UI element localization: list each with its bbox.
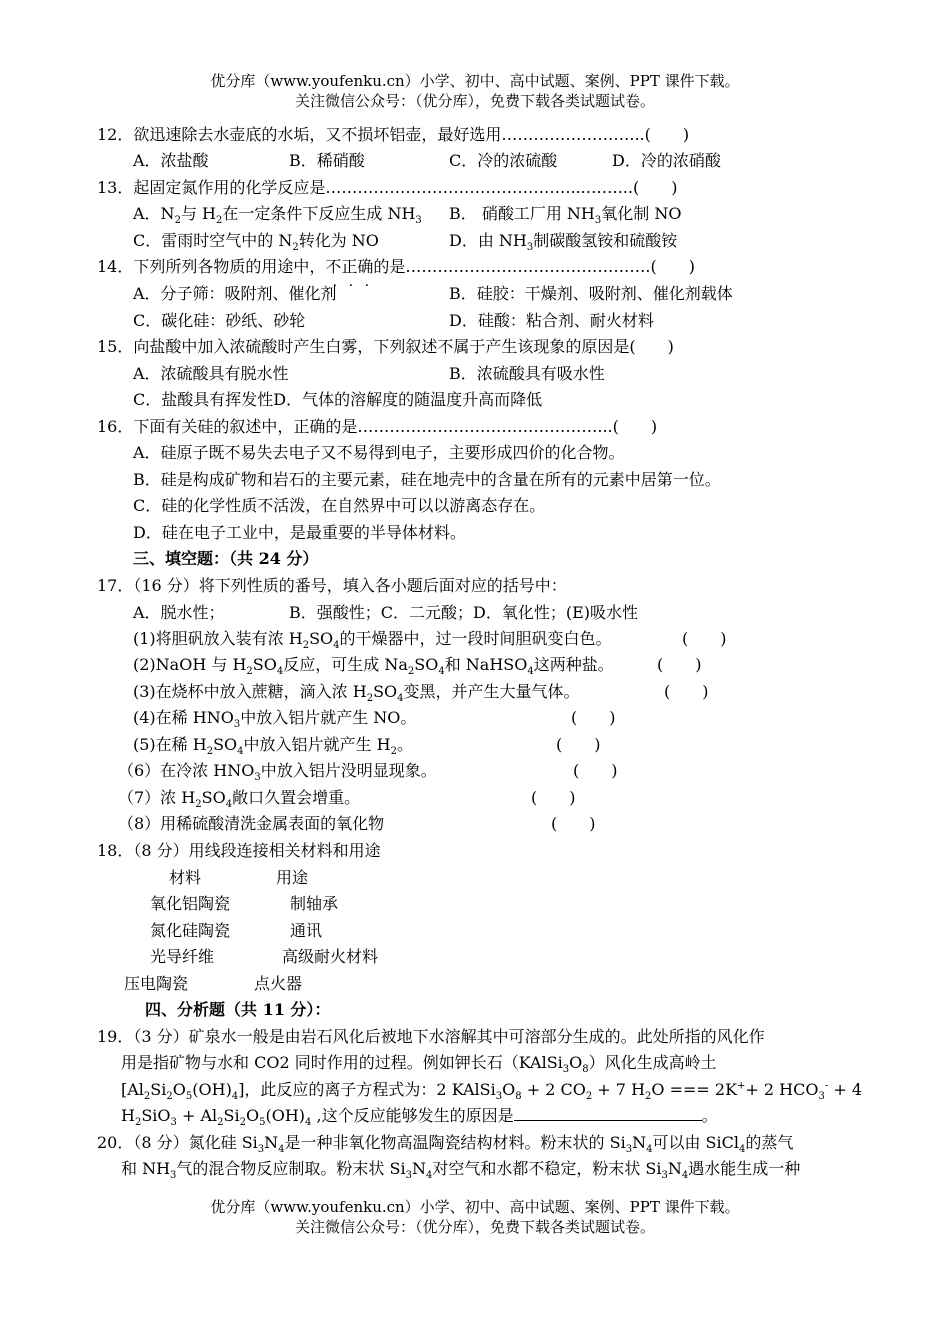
question-13-option-c: C．雷雨时空气中的 $N_2$转化为 NO	[133, 231, 379, 254]
question-13-option-d: D．由 $NH_3$制碳酸氢铵和硫酸铵	[449, 231, 678, 254]
answer-blank[interactable]	[514, 1105, 702, 1121]
material-item-4: 压电陶瓷	[124, 974, 189, 993]
material-item-3: 光导纤维	[150, 947, 215, 966]
question-17-sub-1: (1)将胆矾放入装有浓 $H_2SO_4$的干燥器中，过一段时间胆矾变白色。	[133, 629, 612, 652]
question-17-option-a: A．脱水性；	[133, 603, 225, 622]
question-20-line-1: 20．（8 分）氮化硅 $Si_3N_4$是一种非氧化物高温陶瓷结构材料。粉末状的 $Si_3N_4$可以由 SiCl$_4$的蒸气	[97, 1133, 794, 1156]
answer-bracket-3[interactable]: ( )	[664, 682, 709, 701]
answer-bracket-2[interactable]: ( )	[657, 655, 702, 674]
question-12-option-d: D．冷的浓硝酸	[612, 151, 721, 170]
question-14-stem: 14．下列所列各物质的用途中，不正确的是……………………………………….( )	[97, 257, 695, 276]
question-15-option-a: A．浓硫酸具有脱水性	[133, 364, 289, 383]
emphasis-dot-char: 不	[325, 257, 342, 276]
emphasis-dot-char: 确	[357, 257, 374, 276]
question-16-option-b: B．硅是构成矿物和岩石的主要元素，硅在地壳中的含量在所有的元素中居第一位。	[133, 470, 721, 489]
section-4-heading: 四、分析题（共 11 分）：	[145, 1000, 331, 1019]
question-13-option-b: B． 硝酸工厂用 $NH_3$氧化制 NO	[449, 204, 682, 227]
question-19-line-2: 用是指矿物与水和 CO2 同时作用的过程。例如钾长石$(KAlSi_3O_8)$风化生成高岭土	[121, 1053, 717, 1076]
material-item-1: 氧化铝陶瓷	[150, 894, 231, 913]
question-16-option-d: D．硅在电子工业中，是最重要的半导体材料。	[133, 523, 466, 542]
material-item-2: 氮化硅陶瓷	[150, 921, 231, 940]
use-item-1: 制轴承	[290, 894, 339, 913]
page-footer-line-1: 优分库（www.youfenku.cn）小学、初中、高中试题、案例、PPT 课件下载。	[210, 1198, 740, 1216]
answer-bracket-1[interactable]: ( )	[682, 629, 727, 648]
answer-bracket-4[interactable]: ( )	[571, 708, 616, 727]
question-15-stem: 15．向盐酸中加入浓硫酸时产生白雾，下列叙述不属于产生该现象的原因是( )	[97, 337, 674, 356]
page-header-line-1: 优分库（www.youfenku.cn）小学、初中、高中试题、案例、PPT 课件下载。	[210, 72, 740, 90]
page-footer-line-2: 关注微信公众号：（优分库），免费下载各类试题试卷。	[294, 1218, 655, 1236]
question-19-line-1: 19．（3 分）矿泉水一般是由岩石风化后被地下水溶解其中可溶部分生成的。此处所指的风化作	[97, 1027, 765, 1046]
question-16-option-c: C．硅的化学性质不活泼，在自然界中可以以游离态存在。	[133, 496, 546, 515]
question-14-option-d: D．硅酸：粘合剂、耐火材料	[449, 311, 654, 330]
answer-bracket-6[interactable]: ( )	[573, 761, 618, 780]
question-18-stem: 18．（8 分）用线段连接相关材料和用途	[97, 841, 381, 860]
answer-bracket-5[interactable]: ( )	[556, 735, 601, 754]
emphasis-dot-char: 正	[341, 257, 358, 276]
question-17-sub-6: （6）在冷浓 $HNO_3$中放入铝片没明显现象。	[118, 761, 437, 784]
page-header-line-2: 关注微信公众号：（优分库），免费下载各类试题试卷。	[294, 92, 655, 110]
question-17-stem: 17．（16 分）将下列性质的番号，填入各小题后面对应的括号中：	[97, 576, 567, 595]
question-12-option-c: C．冷的浓硫酸	[449, 151, 558, 170]
question-19-line-4: $H_2SiO_3 + Al_2Si_2O_5(OH)_4$ ,这个反应能够发生的原因是 。	[121, 1106, 718, 1129]
use-item-3: 高级耐火材料	[282, 947, 379, 966]
question-14-option-a: A．分子筛：吸附剂、催化剂	[133, 284, 337, 303]
question-15-option-cd: C．盐酸具有挥发性D．气体的溶解度的随温度升高而降低	[133, 390, 543, 409]
question-19-line-3: $[Al_2Si_2O_5(OH)_4]$，此反应的离子方程式为：2 $KAlSi_3O_8 + 2$ $CO_2 + 7$ $H_2O$ === 2K++ 2 $HCO_3^- + 4$	[121, 1080, 863, 1103]
answer-bracket-7[interactable]: ( )	[531, 788, 576, 807]
use-item-2: 通讯	[290, 921, 323, 940]
answer-bracket-8[interactable]: ( )	[551, 814, 596, 833]
question-17-sub-3: (3)在烧杯中放入蔗糖，滴入浓 $H_2SO_4$变黑，并产生大量气体。	[133, 682, 580, 705]
material-header: 材料	[169, 868, 202, 887]
question-17-sub-4: (4)在稀 $HNO_3$中放入铝片就产生 NO。	[133, 708, 417, 731]
question-17-sub-5: (5)在稀 $H_2SO_4$中放入铝片就产生 $H_2$。	[133, 735, 413, 758]
question-12-stem: 12．欲迅速除去水壶底的水垢，又不损坏铝壶，最好选用……………………...( )	[97, 125, 690, 144]
use-header: 用途	[276, 868, 309, 887]
question-14-option-b: B．硅胶：干燥剂、吸附剂、催化剂载体	[449, 284, 733, 303]
section-3-heading: 三、填空题：（共 24 分）	[133, 549, 319, 568]
question-12-option-a: A．浓盐酸	[133, 151, 209, 170]
use-item-4: 点火器	[254, 974, 303, 993]
question-14-option-c: C．碳化硅：砂纸、砂轮	[133, 311, 306, 330]
question-17-sub-7: （7）浓 $H_2SO_4$敞口久置会增重。	[118, 788, 361, 811]
question-13-option-a: A．$N_2$与 $H_2$在一定条件下反应生成 $NH_3$	[133, 204, 422, 227]
question-15-option-b: B．浓硫酸具有吸水性	[449, 364, 605, 383]
question-17-sub-2: (2)NaOH 与 $H_2SO_4$反应，可生成 $Na_2SO_4$和 NaHSO$_4$这两种盐。	[133, 655, 614, 678]
question-16-stem: 16．下面有关硅的叙述中，正确的是………………………………………...( )	[97, 417, 658, 436]
question-16-option-a: A．硅原子既不易失去电子又不易得到电子，主要形成四价的化合物。	[133, 443, 625, 462]
question-17-options-rest: B．强酸性；C．二元酸；D．氧化性；(E)吸水性	[289, 603, 638, 622]
question-12-option-b: B．稀硝酸	[289, 151, 365, 170]
question-13-stem: 13．起固定氮作用的化学反应是………………………………………....……...( )	[97, 178, 678, 197]
question-17-sub-8: （8）用稀硫酸清洗金属表面的氧化物	[118, 814, 385, 833]
question-20-line-2: 和 $NH_3$气的混合物反应制取。粉末状 $Si_3N_4$对空气和水都不稳定，粉末状 $Si_3N_4$遇水能生成一种	[121, 1159, 801, 1182]
